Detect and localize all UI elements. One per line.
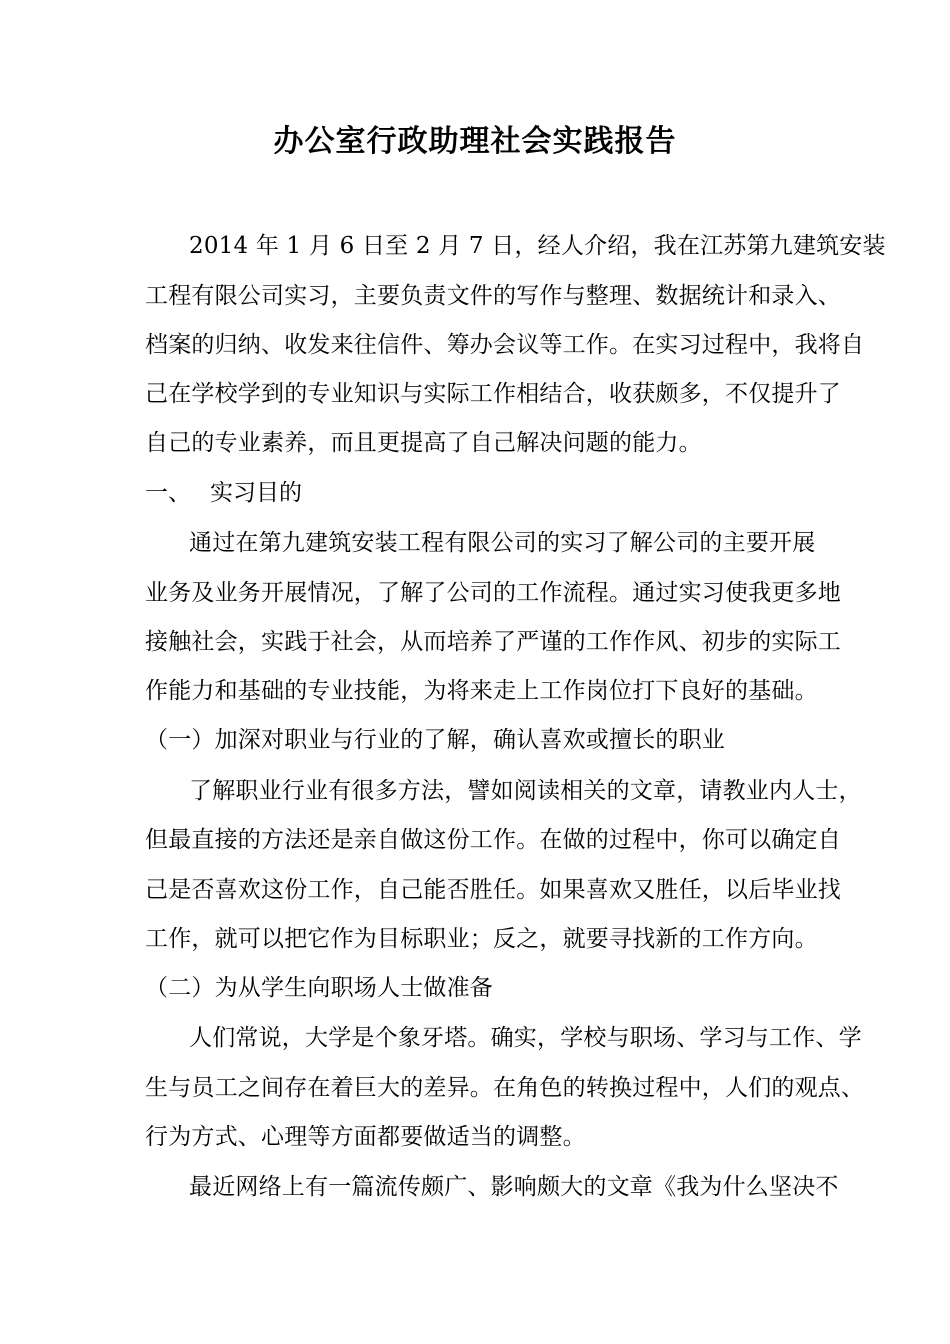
section1-heading: 实习目的 (210, 480, 302, 506)
sub2-line-2: 生与员工之间存在着巨大的差异。在角色的转换过程中，人们的观点、 (145, 1075, 865, 1101)
sub1-heading: （一）加深对职业与行业的了解，确认喜欢或擅长的职业 (145, 727, 725, 753)
document-title: 办公室行政助理社会实践报告 (273, 124, 677, 159)
sub1-line-2: 但最直接的方法还是亲自做这份工作。在做的过程中，你可以确定自 (145, 827, 841, 853)
section1-line-3: 接触社会，实践于社会，从而培养了严谨的工作作风、初步的实际工 (145, 629, 841, 655)
intro-line-2: 工程有限公司实习，主要负责文件的写作与整理、数据统计和录入、 (145, 283, 841, 309)
section1-line-4: 作能力和基础的专业技能，为将来走上工作岗位打下良好的基础。 (145, 678, 818, 704)
intro-line-1: 2014 年 1 月 6 日至 2 月 7 日，经人介绍，我在江苏第九建筑安装 (189, 233, 886, 259)
sub1-line-3: 己是否喜欢这份工作，自己能否胜任。如果喜欢又胜任，以后毕业找 (145, 877, 841, 903)
sub1-line-1: 了解职业行业有很多方法，譬如阅读相关的文章，请教业内人士， (189, 778, 862, 804)
sub2-para2-line-1: 最近网络上有一篇流传颇广、影响颇大的文章《我为什么坚决不 (189, 1174, 839, 1200)
sub1-line-4: 工作，就可以把它作为目标职业；反之，就要寻找新的工作方向。 (145, 926, 818, 952)
section1-line-1: 通过在第九建筑安装工程有限公司的实习了解公司的主要开展 (189, 530, 816, 556)
intro-line-3: 档案的归纳、收发来往信件、筹办会议等工作。在实习过程中，我将自 (145, 332, 865, 358)
intro-line-4: 己在学校学到的专业知识与实际工作相结合，收获颇多，不仅提升了 (145, 381, 841, 407)
section1-line-2: 业务及业务开展情况，了解了公司的工作流程。通过实习使我更多地 (145, 580, 841, 606)
sub2-line-3: 行为方式、心理等方面都要做适当的调整。 (145, 1124, 586, 1150)
sub2-heading: （二）为从学生向职场人士做准备 (145, 975, 493, 1001)
intro-line-5: 自己的专业素养，而且更提高了自己解决问题的能力。 (145, 430, 702, 456)
section1-number: 一、 (145, 480, 191, 506)
sub2-line-1: 人们常说，大学是个象牙塔。确实，学校与职场、学习与工作、学 (189, 1025, 862, 1051)
